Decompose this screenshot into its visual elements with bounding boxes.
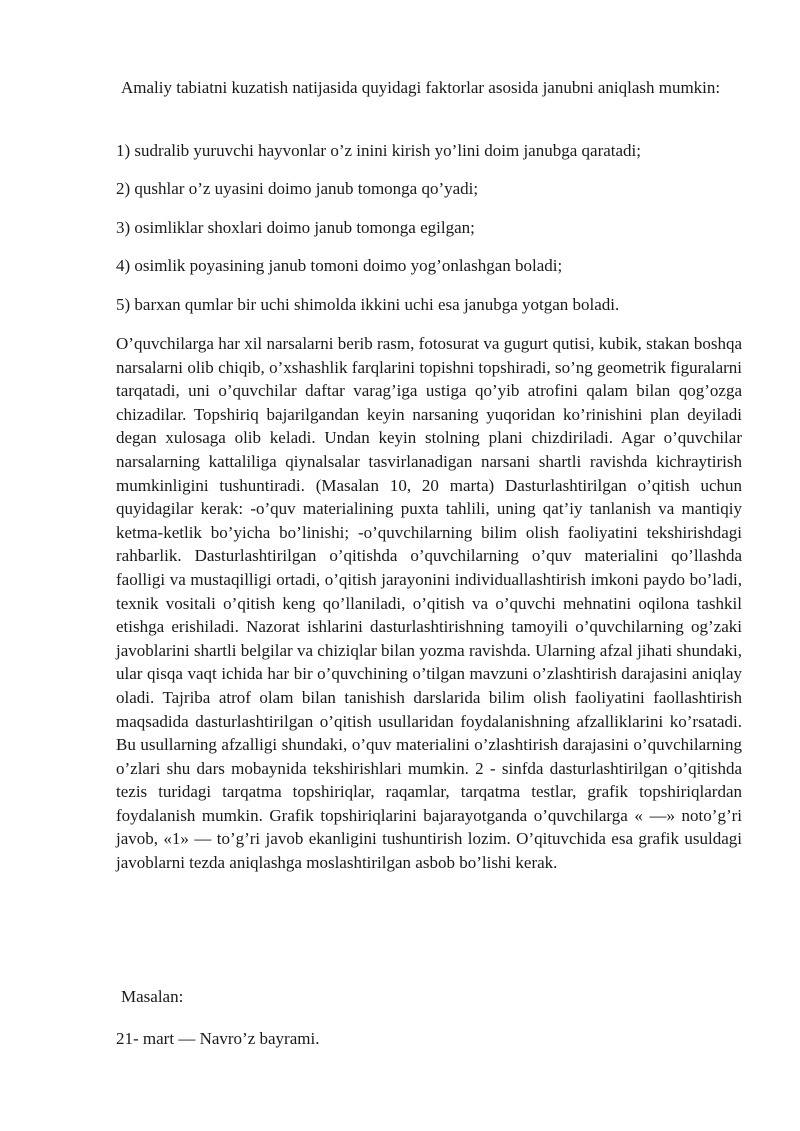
list-item-5: 5) barxan qumlar bir uchi shimolda ikkini uchi esa janubga yotgan boladi.: [116, 295, 620, 314]
example-line: 21- mart — Navro’z bayrami.: [116, 1029, 320, 1048]
list-item-4: 4) osimlik poyasining janub tomoni doimo yog’onlashgan boladi;: [116, 256, 563, 275]
example-label: Masalan:: [121, 987, 184, 1006]
list-item-3: 3) osimliklar shoxlari doimo janub tomonga egilgan;: [116, 218, 475, 237]
intro-paragraph: Amaliy tabiatni kuzatish natijasida quyidagi faktorlar asosida janubni aniqlash mumkin:: [121, 78, 721, 97]
list-item-2: 2) qushlar o’z uyasini doimo janub tomonga qo’yadi;: [116, 179, 479, 198]
main-paragraph: O’quvchilarga har xil narsalarni berib rasm, fotosurat va gugurt qutisi, kubik, stakan boshqa narsalarni olib chiqib, o’xshashlik farqlarini topishni topshiradi, so’ng geometrik figuralarni tarqatadi, uni o’quvchilar daftar varag’iga ustiga qo’yib atrofini qalam bilan qog’ozga chizadilar. Topshiriq bajarilgandan keyin narsaning yuqoridan ko’rinishini plan deyiladi degan xulosaga olib keladi. Undan keyin stolning plani chizdiriladi. Agar o’quvchilar narsalarning kattaliliga qiynalsalar tasvirlanadigan narsani shartli ravishda kichraytirish mumkinligini tushuntiradi. (Masalan 10, 20 marta) Dasturlashtirilgan o’qitish uchun quyidagilar kerak: -o’quv materialining puxta tahlili, uning qat’iy tanlanish va mantiqiy ketma-ketlik bo’yicha bo’linishi; -o’quvchilarning bilim olish faoliyatini tekshirishdagi rahbarlik. Dasturlashtirilgan o’qitishda o’quvchilarning o’quv materialini qo’llashda faolligi va mustaqilligi ortadi, o’qitish jarayonini individuallashtirish imkoni paydo bo’ladi, texnik vositali o’qitish keng qo’llaniladi, o’qitish va o’quvchi mehnatini oqilona tashkil etishga erishiladi. Nazorat ishlarini dasturlashtirishning tamoyili o’quvchilarning og’zaki javoblarini shartli belgilar va chiziqlar bilan yozma ravishda. Ularning afzal jihati shundaki, ular qisqa vaqt ichida har bir o’quvchining o’tilgan mavzuni o’zlashtirish darajasini aniqlay oladi. Tajriba atrof olam bilan tanishish darslarida bilim olish faoliyatini faollashtirish maqsadida dasturlashtirilgan o’qitish usullaridan foydalanishning afzalliklarini ko’rsatadi. Bu usullarning afzalligi shundaki, o’quv materialini o’zlashtirish darajasini o’quvchilarning o’zlari shu dars mobaynida tekshirishlari mumkin. 2 - sinfda dasturlashtirilgan o’qitishda tezis turidagi tarqatma topshiriqlar, raqamlar, tarqatma testlar, grafik topshiriqlardan foydalanish mumkin. Grafik topshiriqlarini bajarayotganda o’quvchilarga « —» noto’g’ri javob, «1» — to’g’ri javob ekanligini tushuntirish lozim. O’qituvchida esa grafik usuldagi javoblarni tezda aniqlashga moslashtirilgan asbob bo’lishi kerak.: [116, 334, 742, 873]
list-item-1: 1) sudralib yuruvchi hayvonlar o’z inini kirish yo’lini doim janubga qaratadi;: [116, 141, 641, 160]
